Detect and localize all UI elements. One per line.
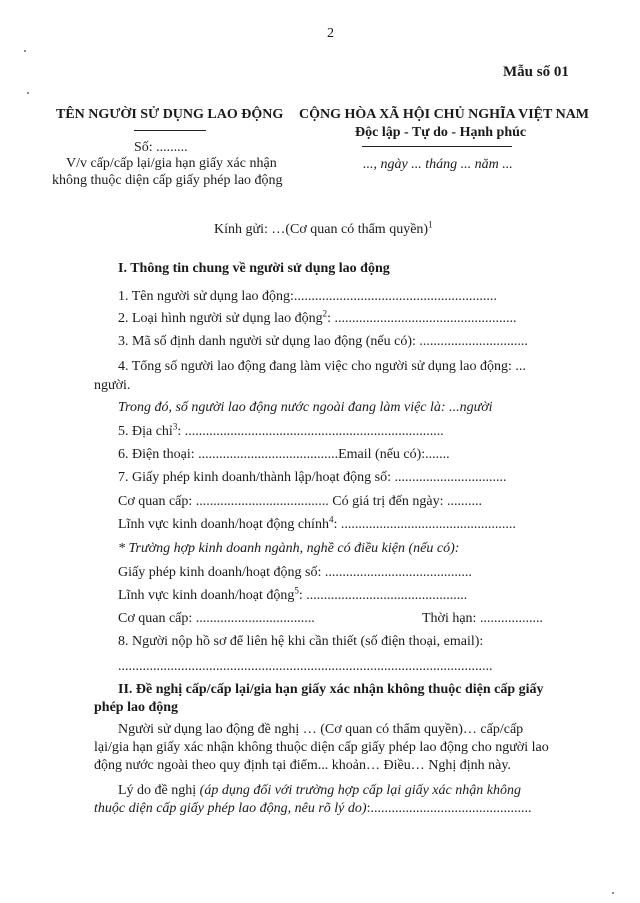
conditional-term: Thời hạn: .................. [422,611,543,626]
page-number: 2 [327,26,334,41]
item-3: 3. Mã số định danh người sử dụng lao động (nếu có): ............................... [118,334,528,349]
item-8-fill: ........................................................................................................... [118,659,493,674]
item-6: 6. Điện thoại: ........................................Email (nếu có):....... [118,447,450,462]
employer-name: TÊN NGƯỜI SỬ DỤNG LAO ĐỘNG [56,107,284,122]
request-para-line-2: lại/gia hạn giấy xác nhận không thuộc diện cấp giấy phép lao động cho người lao [94,740,549,755]
item-7: 7. Giấy phép kinh doanh/thành lập/hoạt động số: ................................ [118,470,507,485]
reason-note-2: thuộc diện cấp giấy phép lao động, nêu rõ lý do) [94,801,367,816]
scan-speck [27,92,29,94]
conditional-field-fill: : .............................................. [298,588,468,603]
foreign-worker-count: Trong đó, số người lao động nước ngoài đang làm việc là: ...người [118,400,493,415]
section-2-title-line-2: phép lao động [94,700,179,715]
issue-date: ..., ngày ... tháng ... năm ... [363,157,513,172]
reason-note-1: (áp dụng đối với trường hợp cấp lại giấy xác nhận không [199,783,521,798]
footnote-ref: 5 [294,585,299,596]
item-4-line-2: người. [94,378,131,393]
item-2-fill: : .................................................... [327,311,517,326]
item-5-fill: : .......................................................................... [177,424,444,439]
item-5-label: 5. Địa chỉ [118,424,173,439]
national-motto: Độc lập - Tự do - Hạnh phúc [355,125,527,140]
section-1-title: I. Thông tin chung về người sử dụng lao động [118,261,390,276]
conditional-field [118,585,468,604]
issuing-authority: Cơ quan cấp: ...................................... Có giá trị đến ngày: .......... [118,494,482,509]
item-4-line-1: 4. Tổng số người lao động đang làm việc cho người sử dụng lao động: ... [118,359,526,374]
business-field-fill: : .................................................. [333,517,516,532]
country-name: CỘNG HÒA XÃ HỘI CHỦ NGHĨA VIỆT NAM [299,107,590,122]
subject-line-1: V/v cấp/cấp lại/gia hạn giấy xác nhận [66,156,277,171]
footnote-ref: 3 [172,421,178,432]
scan-speck [612,892,614,894]
reason-line-2 [94,801,531,817]
conditional-field-label: Lĩnh vực kinh doanh/hoạt động [118,588,295,603]
scan-speck [24,50,26,52]
motto-underline [362,146,512,147]
item-2 [118,308,517,327]
item-5 [118,421,444,440]
conditional-issuer: Cơ quan cấp: .................................. [118,611,315,626]
conditional-business-note: * Trường hợp kinh doanh ngành, nghề có điều kiện (nếu có): [118,541,460,556]
item-2-label: 2. Loại hình người sử dụng lao động [118,311,323,326]
reason-label: Lý do đề nghị [118,783,197,798]
footnote-ref: 4 [328,514,334,525]
reason-line-1 [118,783,521,799]
request-para-line-1: Người sử dụng lao động đề nghị … (Cơ quan có thẩm quyền)… cấp/cấp [118,722,524,737]
footnote-ref: 1 [428,219,433,230]
conditional-license: Giấy phép kinh doanh/hoạt động số: .......................................... [118,565,472,580]
footnote-ref: 2 [322,308,328,319]
reason-fill: :.............................................. [366,801,532,816]
subject-line-2: không thuộc diện cấp giấy phép lao động [52,173,283,188]
form-id: Mẫu số 01 [503,64,569,80]
request-para-line-3: động nước ngoài theo quy định tại điểm... khoản… Điều… Nghị định này. [94,758,511,773]
item-8: 8. Người nộp hồ sơ để liên hệ khi cần thiết (số điện thoại, email): [118,634,484,649]
section-2-title-line-1: II. Đề nghị cấp/cấp lại/gia hạn giấy xác nhận không thuộc diện cấp giấy [118,682,544,697]
employer-underline [134,130,206,131]
addressee [214,219,433,238]
business-field-label: Lĩnh vực kinh doanh/hoạt động chính [118,517,329,532]
item-1: 1. Tên người sử dụng lao động:.......................................................... [118,289,497,304]
business-field [118,514,516,533]
addressee-text: Kính gửi: …(Cơ quan có thẩm quyền) [214,222,429,237]
document-number: Số: ......... [134,140,188,155]
